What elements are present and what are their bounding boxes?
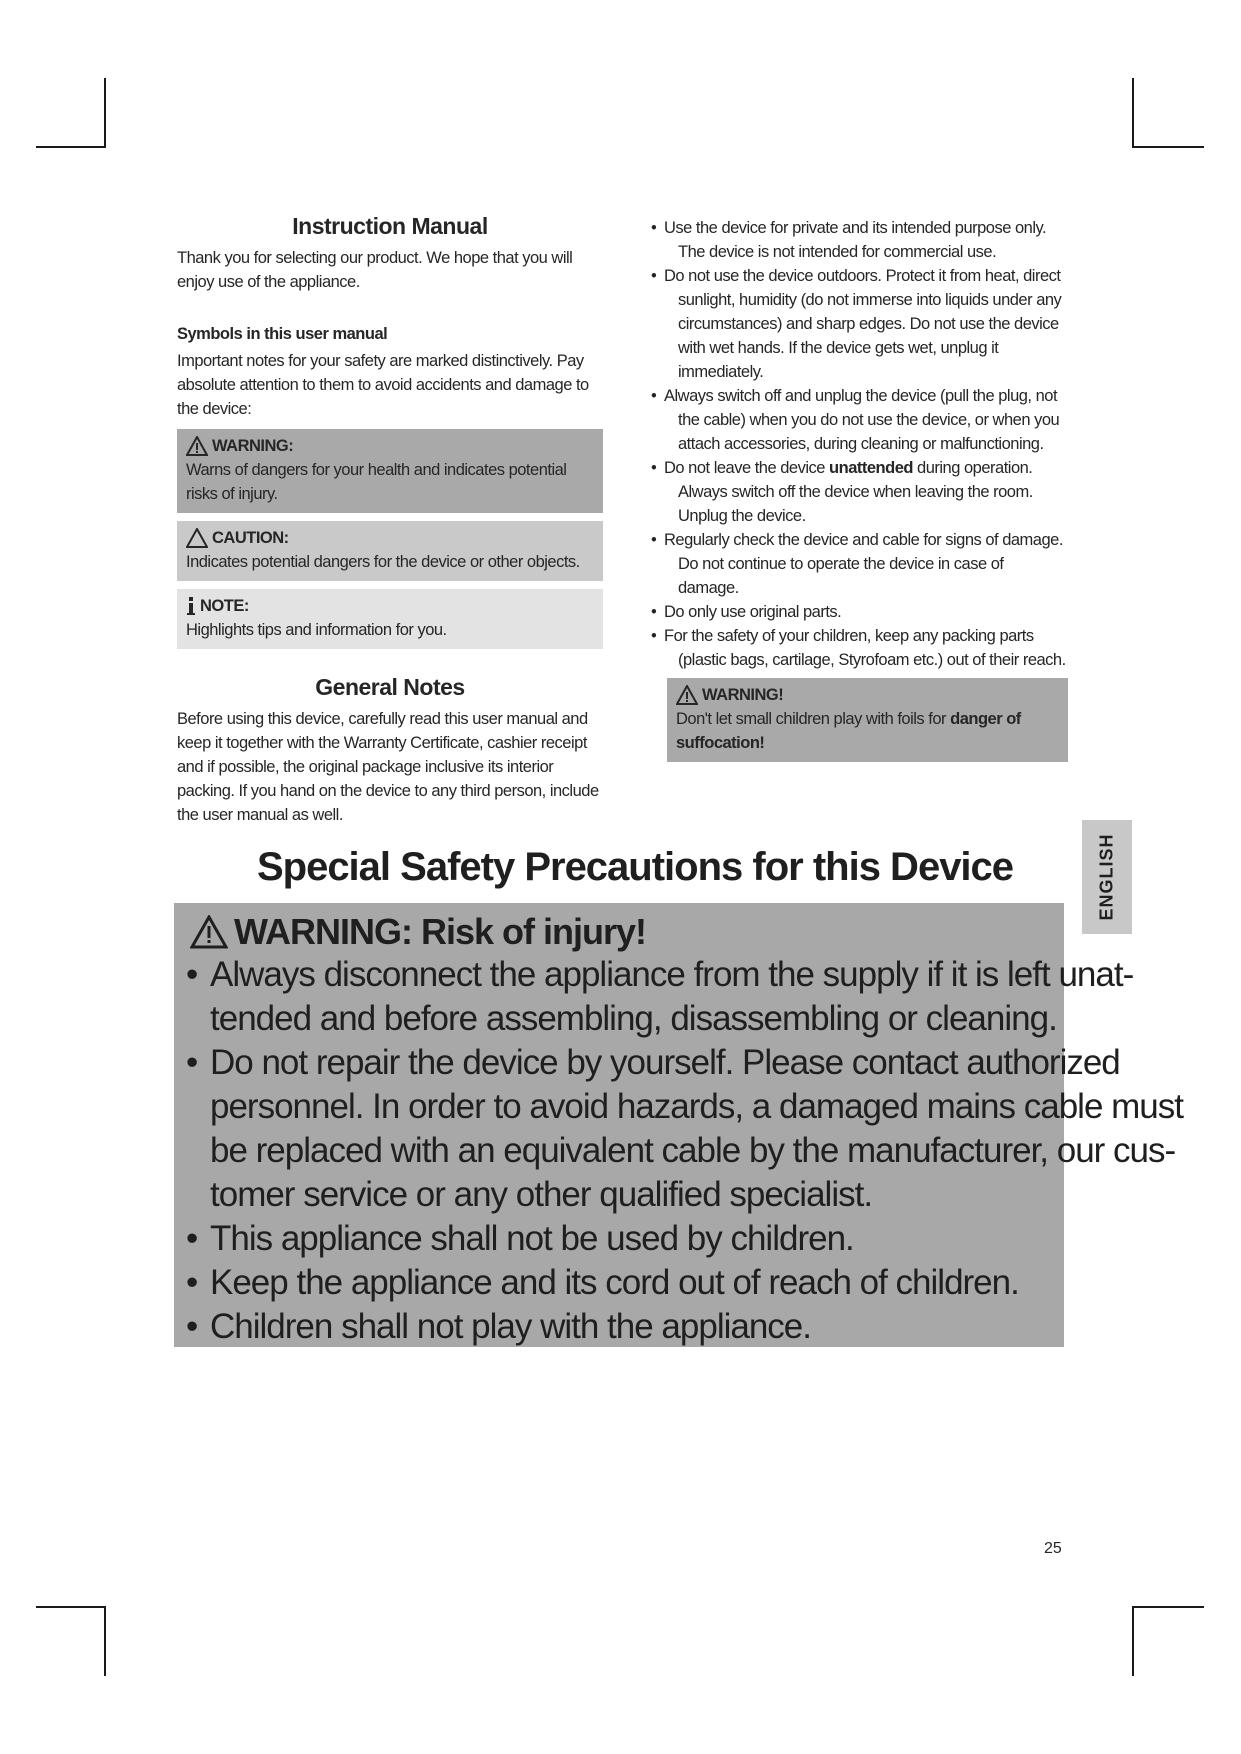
note-box [177,589,603,649]
crop-mark-top-left-v [104,78,106,148]
instruction-manual-title: Instruction Manual [292,213,488,239]
warning-triangle-icon [186,436,208,456]
general-notes-text: Before using this device, carefully read this user manual and keep it together with the Warranty Certificate, cashier receipt and if possible, the original package inclusive its interior packing. If you hand on the device to any third person, include the user manual as well. [177,710,599,824]
note-title: NOTE: [200,597,249,615]
list-item: • Do not leave the device unattended during operation. Always switch off the device when leaving the room. Unplug the device. [650,456,1068,528]
list-item: • Keep the appliance and its cord out of reach of children. [174,1261,1064,1305]
risk-of-injury-title: WARNING: Risk of injury! [234,911,647,952]
list-item: • For the safety of your children, keep any packing parts (plastic bags, cartilage, Styrofoam etc.) out of their reach. [650,624,1068,672]
symbols-text: Important notes for your safety are marked distinctively. Pay absolute attention to them to avoid accidents and damage to the device: [177,352,589,418]
crop-mark-bottom-left-h [36,1606,106,1608]
general-notes-title: General Notes [315,674,465,700]
list-item: • Do not repair the device by yourself. Please contact authorized personnel. In order to avoid hazards, a damaged mains cable must be replaced with an equivalent cable by the manufacturer, our cus- tomer service or any other qualified specialist. [174,1041,1064,1217]
special-bullets [174,953,1183,1349]
note-text: Highlights tips and information for you. [186,621,447,639]
suffocation-warning-box [667,678,1068,762]
intro-text: Thank you for selecting our product. We hope that you will enjoy use of the appliance. [177,249,573,291]
list-item: • Always switch off and unplug the device (pull the plug, not the cable) when you do not use the device, or when you attach accessories, during cleaning or malfunctioning. [650,384,1068,456]
suffocation-warning-text: Don't let small children play with foils for danger of suffocation! [676,710,1021,752]
caution-box [177,521,603,581]
list-item: • Always disconnect the appliance from the supply if it is left unat- tended and before assembling, disassembling or cleaning. [174,953,1064,1041]
unattended-emphasis: unattended [829,459,913,477]
list-item: • Use the device for private and its intended purpose only. The device is not intended for commercial use. [650,216,1068,264]
right-column [650,216,1068,762]
language-tab [1082,820,1132,934]
info-icon [186,596,196,616]
list-item: • Do not use the device outdoors. Protect it from heat, direct sunlight, humidity (do not immerse into liquids under any circumstances) and sharp edges. Do not use the device with wet hands. If the device gets wet, unplug it immediately. [650,264,1068,384]
warning-triangle-icon [676,685,698,705]
language-tab-label: ENGLISH [1096,833,1117,921]
crop-mark-bottom-right-h [1132,1606,1204,1608]
symbols-heading: Symbols in this user manual [177,325,388,343]
warning-triangle-icon [190,915,228,949]
caution-triangle-icon [186,528,208,548]
list-item: • This appliance shall not be used by children. [174,1217,1064,1261]
suffocation-warning-title: WARNING! [702,686,784,704]
list-item: • Regularly check the device and cable for signs of damage. Do not continue to operate the device in case of damage. [650,528,1068,600]
page-number: 25 [1044,1540,1062,1557]
crop-mark-top-left-h [36,146,106,148]
risk-of-injury-box [174,903,1183,1347]
left-column [177,214,603,827]
caution-text: Indicates potential dangers for the device or other objects. [186,553,580,571]
list-item: • Do only use original parts. [650,600,1068,624]
list-item: • Children shall not play with the appliance. [174,1305,1064,1349]
warning-box [177,429,603,513]
crop-mark-bottom-right-v [1132,1606,1134,1676]
special-safety-title: Special Safety Precautions for this Device [256,845,1014,889]
warning-text: Warns of dangers for your health and indicates potential risks of injury. [186,461,567,503]
safety-bullets [650,216,1068,672]
crop-mark-bottom-left-v [104,1606,106,1676]
crop-mark-top-right-h [1132,146,1204,148]
warning-title: WARNING: [212,437,294,455]
crop-mark-top-right-v [1132,78,1134,148]
caution-title: CAUTION: [212,529,289,547]
